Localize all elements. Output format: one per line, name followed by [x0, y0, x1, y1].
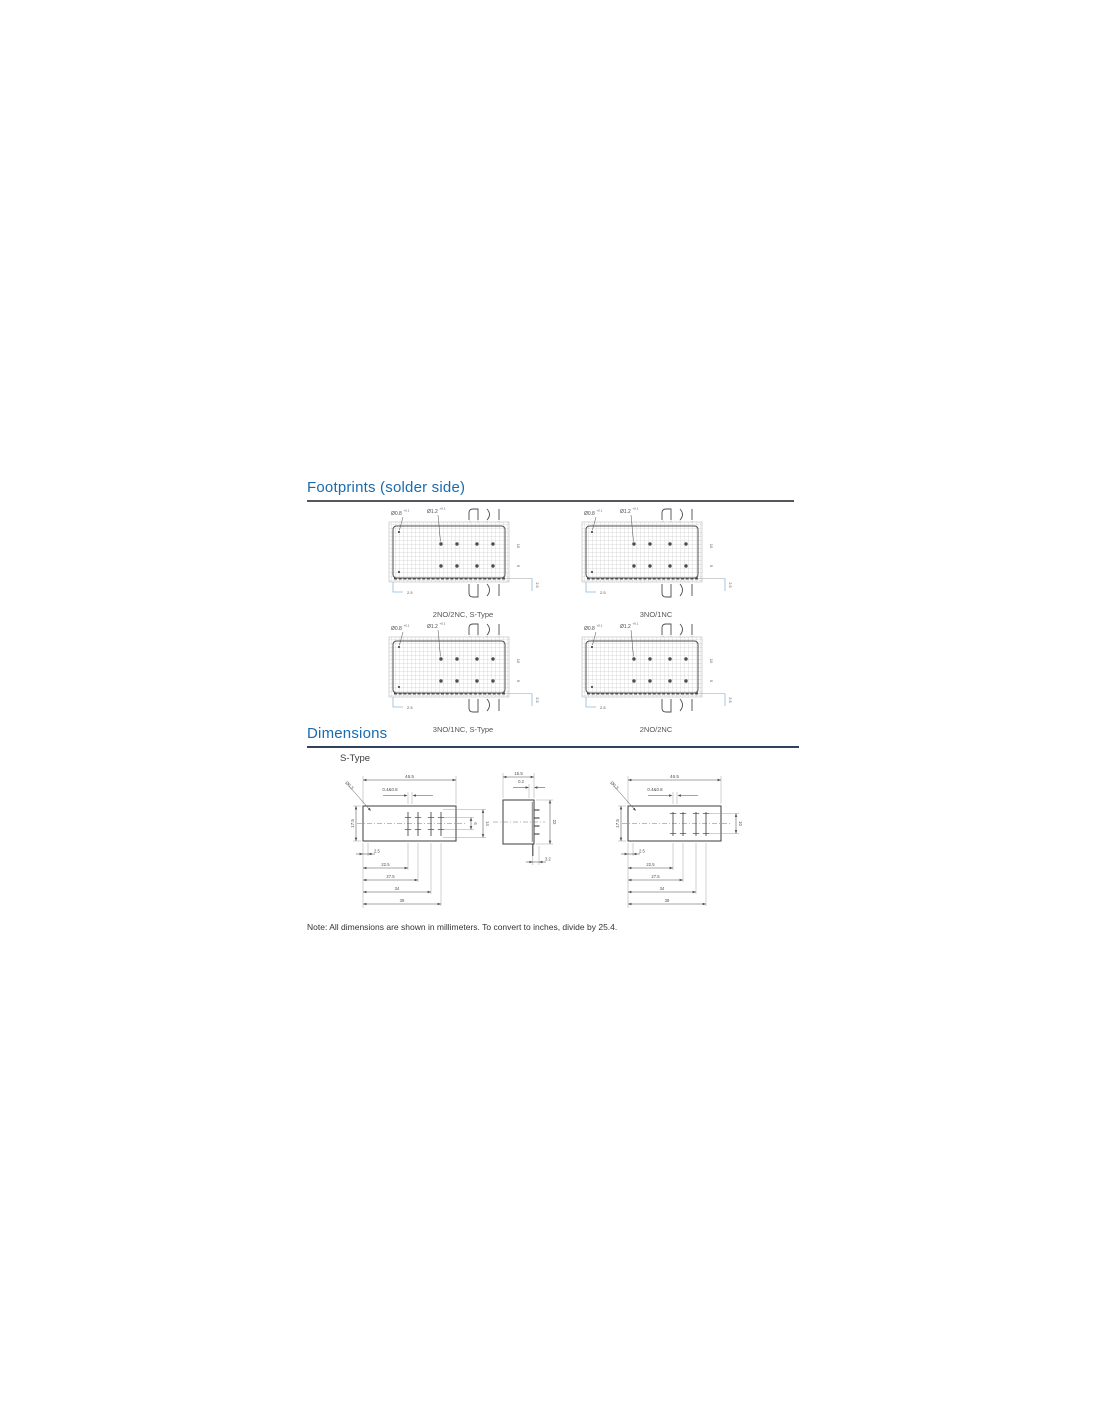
chain-dim: 27.5 [651, 873, 660, 879]
terminal-profiles-bottom [662, 584, 692, 597]
footprint-figure-3 [383, 619, 543, 734]
chain-dim: 2.5 [374, 848, 380, 854]
corner-dim: 2.5 [600, 590, 606, 595]
arrowhead [735, 830, 738, 833]
arrowhead [503, 776, 506, 779]
corner-dim: 2.5 [407, 590, 413, 595]
chain-dim: 2.5 [639, 848, 645, 854]
arrowhead [628, 867, 631, 870]
pin-row-pitch-a: 6 [473, 822, 479, 825]
corner-callout: Ø0.3 [609, 780, 620, 791]
footprint-figure-4 [576, 619, 736, 734]
edge-dim: 2.5 [728, 697, 732, 703]
arrowhead [355, 838, 358, 841]
arrowhead [620, 806, 623, 809]
hole-dia-large-tol: +0.1 [439, 506, 446, 511]
arrowhead [534, 786, 537, 789]
footprint-figure-2 [576, 504, 736, 619]
terminal-profiles-top [662, 624, 692, 635]
footprints-section-title: Footprints (solder side) [307, 479, 466, 496]
footprint-caption: 3NO/1NC [639, 610, 673, 619]
hole-dia-small-label: Ø0.8 [391, 626, 402, 632]
arrowhead [628, 891, 631, 894]
chain-dim: 22.5 [381, 861, 390, 867]
footprint-caption: 2NO/2NC, S-Type [432, 610, 494, 619]
right-dim-top: 10 [709, 543, 714, 549]
arrowhead [693, 891, 696, 894]
pin-row-pitch-b: 14 [485, 821, 491, 826]
arrowhead [549, 841, 552, 844]
arrowhead [680, 879, 683, 882]
terminal-profiles-bottom [469, 584, 499, 597]
dimension-side-view [487, 766, 587, 886]
arrowhead [531, 776, 534, 779]
footprint-grid-group [582, 522, 702, 582]
arrowhead [482, 810, 485, 813]
footprint-drawing-3no1nc-stype [383, 619, 543, 719]
edge-dim: 2.5 [728, 582, 732, 588]
right-dim-bottom: 5 [709, 679, 714, 683]
right-dim-bottom: 5 [516, 564, 521, 568]
chain-dim: 39 [399, 897, 405, 903]
hole-dia-small-label: Ø0.8 [391, 511, 402, 517]
dimension-rear-view [598, 766, 768, 923]
side-height-dim: 22 [552, 819, 558, 825]
pin-bottom-dim: 3.2 [545, 856, 551, 862]
arrowhead [404, 794, 407, 797]
arrowhead [363, 779, 366, 782]
arrowhead [620, 838, 623, 841]
pin-size-label: 0.4&0.8 [382, 787, 398, 792]
terminal-profiles-top [662, 509, 692, 520]
arrowhead [482, 834, 485, 837]
hole-dia-small-tol: +0.1 [596, 623, 603, 628]
arrowhead [718, 779, 721, 782]
terminal-profiles-top [469, 509, 499, 520]
hole-dia-small-label: Ø0.8 [584, 626, 595, 632]
footprint-figure-1 [383, 504, 543, 619]
arrowhead [628, 879, 631, 882]
arrowhead [438, 903, 441, 906]
footprint-grid-group [582, 637, 702, 697]
hole-dia-large-tol: +0.1 [632, 621, 639, 626]
chain-dim: 27.5 [386, 873, 395, 879]
arrowhead [363, 867, 366, 870]
arrowhead [678, 794, 681, 797]
arrowhead [470, 826, 473, 829]
edge-dim: 2.5 [535, 582, 539, 588]
pin-size-label: 0.4&0.8 [647, 787, 663, 792]
arrowhead [453, 779, 456, 782]
right-dim-bottom: 5 [709, 564, 714, 568]
footprint-grid-group [389, 522, 509, 582]
hole-dia-small-label: Ø0.8 [584, 511, 595, 517]
arrowhead [628, 779, 631, 782]
hole-dia-large-tol: +0.1 [439, 621, 446, 626]
chain-dim: 22.5 [646, 861, 655, 867]
overall-width-dim: 46.5 [670, 773, 679, 779]
hole-dia-large-tol: +0.1 [632, 506, 639, 511]
arrowhead [669, 794, 672, 797]
right-dim-bottom: 5 [516, 679, 521, 683]
hole-dia-large-label: Ø1.2 [620, 624, 631, 630]
arrowhead [415, 879, 418, 882]
stype-sublabel: S-Type [340, 753, 371, 764]
footprint-drawing-2no2nc-stype [383, 504, 543, 604]
side-view-drawing [487, 766, 587, 881]
footprint-drawing-2no2nc [576, 619, 736, 719]
arrowhead [363, 879, 366, 882]
footprint-caption: 2NO/2NC [639, 725, 673, 734]
hole-dia-small-tol: +0.1 [596, 508, 603, 513]
arrowhead [428, 891, 431, 894]
right-dim-top: 10 [516, 543, 521, 549]
dimensions-section-rule [307, 746, 799, 748]
offset-dim: 0.2 [518, 779, 524, 784]
arrowhead [703, 903, 706, 906]
rear-view-drawing [598, 766, 768, 918]
footprint-caption: 3NO/1NC, S-Type [432, 725, 494, 734]
arrowhead [355, 806, 358, 809]
corner-dim: 2.5 [407, 705, 413, 710]
pin-row-pitch: 10 [738, 821, 744, 826]
hole-dia-large-label: Ø1.2 [427, 624, 438, 630]
corner-dim: 2.5 [600, 705, 606, 710]
hole-dia-large-label: Ø1.2 [620, 509, 631, 515]
arrowhead [363, 891, 366, 894]
body-height-dim: 17.5 [614, 819, 620, 828]
hole-dia-large-label: Ø1.2 [427, 509, 438, 515]
arrowhead [405, 867, 408, 870]
front-view-drawing [333, 766, 503, 918]
arrowhead [628, 903, 631, 906]
arrowhead [526, 786, 529, 789]
footprints-section-rule [307, 500, 794, 502]
footprint-drawing-3no1nc [576, 504, 736, 604]
arrowhead [413, 794, 416, 797]
body-height-dim: 17.5 [349, 819, 355, 828]
dimension-front-view [333, 766, 503, 923]
dimensions-section-title: Dimensions [307, 725, 388, 742]
right-dim-top: 10 [516, 658, 521, 664]
chain-dim: 34 [659, 885, 665, 891]
arrowhead [363, 903, 366, 906]
side-width-dim: 15.5 [514, 770, 523, 776]
chain-dim: 39 [664, 897, 670, 903]
chain-dim: 34 [394, 885, 400, 891]
dimensions-note: Note: All dimensions are shown in millimeters. To convert to inches, divide by 25.4. [307, 922, 618, 932]
terminal-profiles-bottom [662, 699, 692, 712]
arrowhead [670, 867, 673, 870]
arrowhead [470, 818, 473, 821]
terminal-profiles-bottom [469, 699, 499, 712]
corner-callout: Ø0.3 [344, 780, 355, 791]
footprint-grid-group [389, 637, 509, 697]
hole-dia-small-tol: +0.1 [403, 508, 410, 513]
edge-dim: 2.5 [535, 697, 539, 703]
hole-dia-small-tol: +0.1 [403, 623, 410, 628]
terminal-profiles-top [469, 624, 499, 635]
arrowhead [549, 800, 552, 803]
right-dim-top: 10 [709, 658, 714, 664]
arrowhead [735, 814, 738, 817]
overall-width-dim: 46.5 [405, 773, 414, 779]
